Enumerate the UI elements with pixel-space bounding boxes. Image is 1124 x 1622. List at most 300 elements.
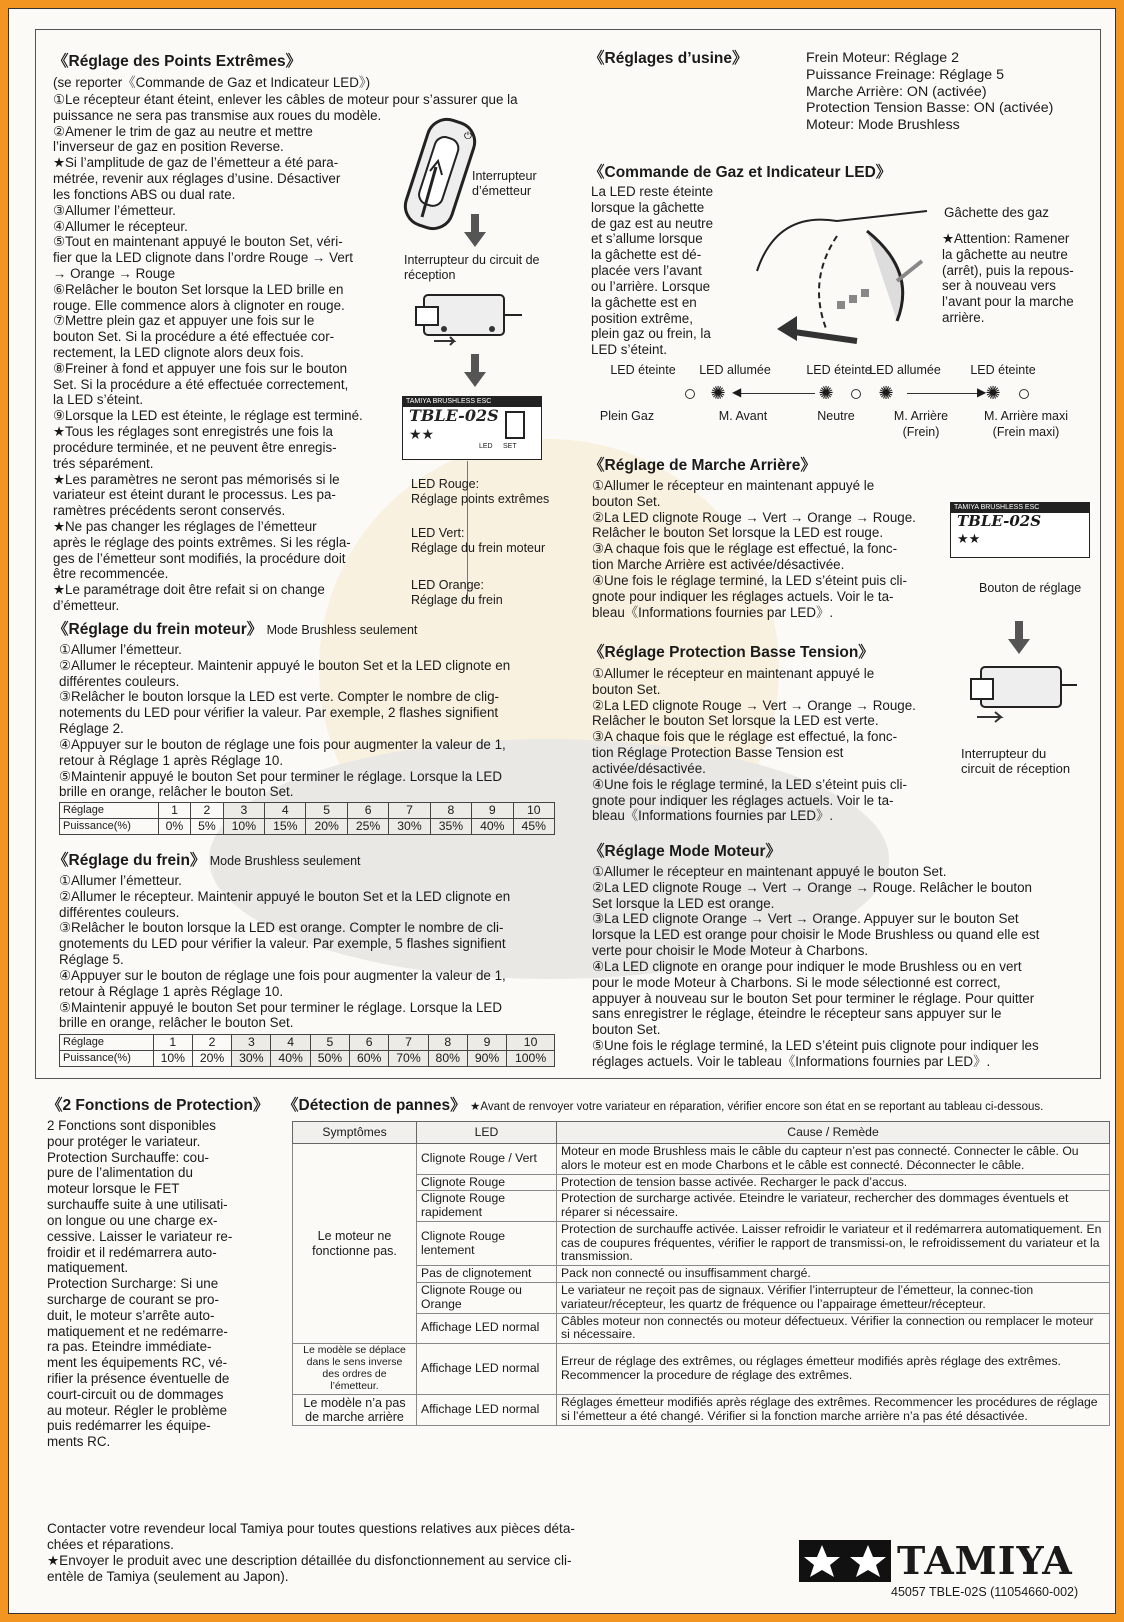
star-icon: ★★ xyxy=(957,530,981,546)
step-line: ★Si l’amplitude de gaz de l’émetteur a été para- xyxy=(53,155,339,171)
step-line: rectement, la LED clignote alors deux fois. xyxy=(53,345,304,360)
title-text: 《Réglage du frein moteur》 xyxy=(53,621,263,638)
symptom-cell: Le modèle n’a pas de marche arrière xyxy=(293,1394,417,1425)
protection-line: ment les équipements RC, vé- xyxy=(47,1355,228,1371)
step-line: lorsque la LED est orange pour choisir le Mode Brushless ou quand elle est xyxy=(592,927,1040,943)
param-row-header: Puissance(%) xyxy=(60,1051,154,1067)
column-header: Symptômes xyxy=(293,1122,417,1144)
led-cell: Pas de clignotement xyxy=(417,1266,557,1283)
factory-settings-list xyxy=(806,50,1053,134)
step-line: ⑥Relâcher le bouton Set lorsque la LED brille en xyxy=(53,281,344,297)
param-cell: 60% xyxy=(350,1051,389,1067)
step-line: procédure terminée, et ne peuvent être enregis- xyxy=(53,439,337,455)
brake-table xyxy=(59,1034,555,1067)
attention-line: ★Attention: Ramener xyxy=(942,231,1070,246)
protection-line: Protection Surchauffe: cou- xyxy=(47,1149,210,1165)
arrow-left-icon xyxy=(739,393,815,394)
receiver-switch-figure xyxy=(967,661,1077,737)
throttle-title: 《Commande de Gaz et Indicateur LED》 xyxy=(589,164,892,181)
param-row xyxy=(60,1035,555,1051)
step-line: notements du LED pour vérifier la valeur. Par exemple, 2 flashes signifient xyxy=(59,705,499,721)
throttle-position-label: M. Arrière maxi xyxy=(983,409,1069,423)
led-cell: Clignote Rouge ou Orange xyxy=(417,1283,557,1314)
throttle-position-sub: (Frein) xyxy=(902,425,940,439)
factory-setting-item: Protection Tension Basse: ON (activée) xyxy=(806,100,1054,117)
step-line: ③Relâcher le bouton lorsque la LED est orange. Compter le nombre de cli- xyxy=(59,920,504,936)
step-line: différentes couleurs. xyxy=(59,673,180,689)
param-cell: 7 xyxy=(389,803,430,819)
footer-line: entèle de Tamiya (seulement au Japon). xyxy=(47,1569,289,1585)
cause-cell: Protection de surchauffe activée. Laisser refroidir le variateur et il redémarrera automatiquement. En cas de coupures fréquentes, vérifier le rapport de transmissi-on, le refroidissement du variateur et la transmission. xyxy=(557,1221,1110,1265)
trouble-table xyxy=(292,1121,1110,1426)
dragbrake-table xyxy=(59,802,555,835)
throttle-attention xyxy=(942,231,1074,326)
receiver-switch-label xyxy=(404,253,540,283)
step-line: ③A chaque fois que le réglage est effectué, la fonc- xyxy=(592,729,898,745)
led-green-label xyxy=(411,526,545,556)
tamiya-logo xyxy=(799,1539,1073,1584)
set-button-icon xyxy=(505,411,525,439)
step-line: ②Allumer le récepteur. Maintenir appuyé le bouton Set et la LED clignote en xyxy=(59,888,511,904)
receiver-switch-icon xyxy=(414,289,524,349)
step-line: activée/désactivée. xyxy=(592,760,706,776)
product-code: 45057 TBLE-02S (11054660-002) xyxy=(891,1585,1079,1599)
receiver-switch-label xyxy=(961,746,1070,777)
step-line: tion Réglage Protection Basse Tension est xyxy=(592,745,844,761)
step-line: Set lorsque la LED est orange. xyxy=(592,895,775,911)
attention-line: ser à nouveau vers xyxy=(942,278,1056,294)
led-on-icon: ✺ xyxy=(878,383,894,403)
step-line: être recommencée. xyxy=(53,566,169,582)
param-cell: 80% xyxy=(428,1051,467,1067)
step-line: ②La LED clignote Rouge → Vert → Orange → Rouge. xyxy=(592,697,916,713)
motor-title: 《Réglage Mode Moteur》 xyxy=(589,843,782,860)
footer-line: Contacter votre revendeur local Tamiya pour toutes questions relatives aux pièces déta- xyxy=(47,1521,575,1536)
step-line: bleau《Informations fournies par LED》. xyxy=(592,808,834,824)
lowvolt-title: 《Réglage Protection Basse Tension》 xyxy=(589,644,874,661)
param-cell: 30% xyxy=(232,1051,271,1067)
step-line: les fonctions ABS ou dual rate. xyxy=(53,186,236,202)
param-cell: 15% xyxy=(265,819,306,835)
step-line: d’émetteur. xyxy=(53,598,120,613)
esc-brand: TAMIYA BRUSHLESS ESC xyxy=(951,503,1089,513)
step-line: ★Ne pas changer les réglages de l’émetteur xyxy=(53,518,317,534)
param-cell: 10 xyxy=(513,803,555,819)
led-cell: Clignote Rouge lentement xyxy=(417,1221,557,1265)
param-cell: 3 xyxy=(223,803,264,819)
step-line: bouton Set. xyxy=(592,681,661,697)
protection-line: ra pas. Eteindre immédiate- xyxy=(47,1339,212,1355)
step-line: Relâcher le bouton Set lorsque la LED est rouge. xyxy=(592,525,884,541)
step-line: ramètres précédents seront conservés. xyxy=(53,503,286,519)
param-cell: 3 xyxy=(232,1035,271,1051)
step-line: retour à Réglage 1 après Réglage 10. xyxy=(59,752,284,768)
arrowhead-icon: ◀ xyxy=(732,385,742,399)
step-line: bouton Set. xyxy=(592,1022,661,1038)
step-line: ⑤Une fois le réglage terminé, la LED s’éteint puis clignote pour indiquer les xyxy=(592,1037,1039,1053)
tamiya-stars-logo-icon xyxy=(799,1540,891,1582)
brake-title xyxy=(53,852,361,870)
throttle-body xyxy=(591,184,713,358)
footer-text xyxy=(47,1521,575,1585)
param-cell: 70% xyxy=(389,1051,428,1067)
label-line: Interrupteur du circuit de xyxy=(404,253,540,267)
body-line: et s’allume lorsque xyxy=(591,231,703,247)
attention-line: (arrêt), puis la repous- xyxy=(942,262,1074,278)
step-line: ③Allumer l’émetteur. xyxy=(53,202,176,218)
subtitle-text: Mode Brushless seulement xyxy=(266,623,418,637)
step-line: bouton Set. Si la procédure a été effectuée cor- xyxy=(53,329,335,345)
step-line: trés séparément. xyxy=(53,455,154,471)
step-line: verte pour choisir le Mode Moteur à Charbons. xyxy=(592,943,869,959)
protection-line: 2 Fonctions sont disponibles xyxy=(47,1118,216,1133)
arrow-down-icon xyxy=(1008,621,1030,661)
dragbrake-steps xyxy=(59,642,510,800)
step-line: ②Amener le trim de gaz au neutre et mettre xyxy=(53,123,313,139)
protection-line: au moteur. Régler le problème xyxy=(47,1402,228,1418)
step-line: gnotements du LED pour vérifier la valeur. Par exemple, 5 flashes signifient xyxy=(59,936,506,952)
param-cell: 5 xyxy=(310,1035,349,1051)
param-cell: 10% xyxy=(223,819,264,835)
step-line: métrée, revenir aux réglages d’usine. Désactiver xyxy=(53,171,341,187)
column-header: LED xyxy=(417,1122,557,1144)
param-cell: 40% xyxy=(271,1051,310,1067)
trouble-note: ★Avant de renvoyer votre variateur en réparation, vérifier encore son état en se reportant au tableau ci-dessous. xyxy=(470,1101,1044,1113)
step-line: ①Allumer le récepteur en maintenant appuyé le bouton Set. xyxy=(592,864,947,879)
label-line: LED Vert: xyxy=(411,526,465,540)
throttle-position-label: Plein Gaz xyxy=(599,409,655,423)
trouble-title: 《Détection de pannes》 xyxy=(283,1097,466,1114)
label-line: d’émetteur xyxy=(472,183,532,198)
label-line: Réglage du frein moteur xyxy=(411,540,546,555)
param-cell: 30% xyxy=(389,819,430,835)
throttle-position-sub: (Frein maxi) xyxy=(992,425,1060,439)
tamiya-wordmark: TAMIYA xyxy=(897,1538,1073,1583)
attention-line: arrière. xyxy=(942,310,985,326)
lowvolt-steps xyxy=(592,666,916,824)
step-line: ⑤Maintenir appuyé le bouton Set pour terminer le réglage. Lorsque la LED xyxy=(59,768,502,784)
factory-title: 《Réglages d’usine》 xyxy=(589,50,748,67)
step-line: tion Marche Arrière est activée/désactivée. xyxy=(592,557,845,573)
motor-steps xyxy=(592,864,1039,1070)
arrow-right-icon xyxy=(907,393,983,394)
label-line: LED Orange: xyxy=(411,578,484,592)
label-line: LED Rouge: xyxy=(411,477,480,491)
protection-line: Protection Surcharge: Si une xyxy=(47,1276,219,1292)
arrow-down-icon xyxy=(464,354,486,394)
title-text: 《Réglage du frein》 xyxy=(53,852,206,869)
label-line: Réglage points extrêmes xyxy=(411,491,550,506)
label-line: Réglage du frein xyxy=(411,592,503,607)
step-line: rouge. Elle commence alors à clignoter en rouge. xyxy=(53,297,345,313)
trigger-label: Gâchette des gaz xyxy=(944,205,1049,220)
receiver-switch-figure xyxy=(414,289,524,355)
step-line: ②Allumer le récepteur. Maintenir appuyé le bouton Set et la LED clignote en xyxy=(59,657,511,673)
throttle-position-label: M. Arrière xyxy=(893,409,949,423)
param-cell: 8 xyxy=(430,803,471,819)
step-line: brille en orange, relâcher le bouton Set. xyxy=(59,784,294,800)
param-row xyxy=(60,803,555,819)
brake-steps xyxy=(59,873,510,1031)
endpoint-note: (se reporter《Commande de Gaz et Indicateur LED》) xyxy=(53,75,371,90)
param-cell: 7 xyxy=(389,1035,428,1051)
factory-setting-item: Marche Arrière: ON (activée) xyxy=(806,83,987,100)
arrow-down-icon xyxy=(464,214,486,254)
step-line: → Orange → Rouge xyxy=(53,265,176,281)
step-line: réglages actuels. Voir le tableau《Informations fournies par LED》. xyxy=(592,1053,991,1069)
protection-title: 《2 Fonctions de Protection》 xyxy=(47,1097,269,1114)
param-cell: 2 xyxy=(192,1035,231,1051)
param-cell: 100% xyxy=(507,1051,555,1067)
step-line: gnote pour indiquer les réglages actuels. Voir le ta- xyxy=(592,588,894,604)
step-line: l’inverseur de gaz en position Reverse. xyxy=(53,139,284,155)
protection-text xyxy=(47,1118,269,1450)
led-red-label xyxy=(411,477,549,507)
step-line: gnote pour indiquer les réglages actuels. Voir le ta- xyxy=(592,792,894,808)
protection-line: cessive. Laisser le variateur re- xyxy=(47,1228,233,1244)
step-line: ①Le récepteur étant éteint, enlever les câbles de moteur pour s’assurer que la xyxy=(53,92,518,107)
protection-line: matiquement. xyxy=(47,1260,129,1276)
table-header-row xyxy=(293,1122,1110,1144)
param-cell: 5 xyxy=(306,803,347,819)
svg-text:⏻: ⏻ xyxy=(464,131,472,142)
param-cell: 2 xyxy=(191,803,223,819)
step-line: ①Allumer l’émetteur. xyxy=(59,873,182,888)
step-line: ④La LED clignote en orange pour indiquer le mode Brushless ou en vert xyxy=(592,958,1022,974)
step-line: Réglage 2. xyxy=(59,721,124,737)
step-line: ④Allumer le récepteur. xyxy=(53,218,188,234)
step-line: ④Appuyer sur le bouton de réglage une fois pour augmenter la valeur de 1, xyxy=(59,967,506,983)
param-cell: 6 xyxy=(350,1035,389,1051)
step-line: ★Les paramètres ne seront pas mémorisés si le xyxy=(53,471,340,487)
step-line: brille en orange, relâcher le bouton Set. xyxy=(59,1015,294,1031)
step-line: Relâcher le bouton Set lorsque la LED est verte. xyxy=(592,713,879,729)
attention-line: l’avant pour la marche xyxy=(942,294,1074,310)
param-cell: 5% xyxy=(191,819,223,835)
body-line: placée vers l’avant xyxy=(591,263,702,279)
dragbrake-title xyxy=(53,621,417,639)
step-line: ges de l’émetteur sont modifiés, la procédure doit xyxy=(53,550,346,566)
protection-line: puis redémarrer les équipe- xyxy=(47,1418,211,1434)
led-on-icon: ✺ xyxy=(818,383,834,403)
param-cell: 25% xyxy=(347,819,388,835)
led-cell: Affichage LED normal xyxy=(417,1313,557,1344)
param-cell: 1 xyxy=(153,1035,192,1051)
led-state-label: LED éteinte xyxy=(806,363,872,377)
body-line: LED s’éteint. xyxy=(591,342,667,358)
body-line: de gaz est au neutre xyxy=(591,215,714,231)
step-line: après le réglage des points extrêmes. Si les régla- xyxy=(53,534,351,550)
led-state-label: LED allumée xyxy=(869,363,941,377)
led-state-label: LED éteinte xyxy=(970,363,1036,377)
cause-cell: Protection de tension basse activée. Recharger le pack d’accus. xyxy=(557,1174,1110,1191)
label-line: réception xyxy=(404,267,456,282)
body-line: la gâchette est en xyxy=(591,294,697,310)
esc-brand: TAMIYA BRUSHLESS ESC xyxy=(403,397,541,407)
param-cell: 50% xyxy=(310,1051,349,1067)
factory-setting-item: Puissance Freinage: Réglage 5 xyxy=(806,66,1004,83)
esc-model: TBLE-02S xyxy=(409,406,499,426)
step-line: Réglage 5. xyxy=(59,952,124,968)
endpoint-title: 《Réglage des Points Extrêmes》 xyxy=(53,53,302,70)
protection-line: surchauffe suite à une utilisati- xyxy=(47,1197,228,1213)
param-cell: 4 xyxy=(265,803,306,819)
step-line: ⑤Maintenir appuyé le bouton Set pour terminer le réglage. Lorsque la LED xyxy=(59,999,502,1015)
param-cell: 6 xyxy=(347,803,388,819)
param-cell: 10% xyxy=(153,1051,192,1067)
cause-cell: Protection de surcharge activée. Eteindre le variateur, rechercher des dommages éventuels et réparer si nécessaire. xyxy=(557,1191,1110,1222)
step-line: variateur est éteint durant le processus. Les pa- xyxy=(53,487,336,503)
led-cell: Clignote Rouge xyxy=(417,1174,557,1191)
step-line: ★Tous les réglages sont enregistrés une fois la xyxy=(53,424,333,440)
footer-line: ★Envoyer le produit avec une description détaillée du disfonctionnement au service cli- xyxy=(47,1553,572,1569)
step-line: ①Allumer le récepteur en maintenant appuyé le xyxy=(592,666,875,681)
protection-line: surcharge de courant se pro- xyxy=(47,1291,219,1307)
led-off-icon xyxy=(1019,389,1029,399)
param-cell: 35% xyxy=(430,819,471,835)
led-orange-label xyxy=(411,578,503,608)
protection-line: moteur lorsque le FET xyxy=(47,1181,180,1197)
step-line: ③A chaque fois que le réglage est effectué, la fonc- xyxy=(592,541,898,557)
led-on-icon: ✺ xyxy=(710,383,726,403)
esc-led-label: LED xyxy=(479,443,493,450)
protection-line: court-circuit ou de dommages xyxy=(47,1386,224,1402)
step-line: ★Le paramétrage doit être refait si on change xyxy=(53,582,325,598)
step-line: ①Allumer le récepteur en maintenant appuyé le xyxy=(592,478,875,493)
trigger-hand-icon xyxy=(747,191,937,351)
table-row xyxy=(293,1394,1110,1425)
protection-line: rifier la présence éventuelle de xyxy=(47,1371,230,1386)
param-row xyxy=(60,819,555,835)
receiver-switch-icon xyxy=(967,661,1077,731)
param-cell: 45% xyxy=(513,819,555,835)
cause-cell: Réglages émetteur modifiés après réglage des extrêmes. Recommencer les procédures de réglage si l’émetteur a été changé. Vérifier si la fonction marche arrière n’a pas été désactivée. xyxy=(557,1394,1110,1425)
param-cell: 1 xyxy=(158,803,190,819)
step-line: ④Appuyer sur le bouton de réglage une fois pour augmenter la valeur de 1, xyxy=(59,736,506,752)
protection-line: ments RC. xyxy=(47,1434,111,1450)
body-line: position extrême, xyxy=(591,310,693,326)
param-cell: 90% xyxy=(467,1051,506,1067)
led-on-icon: ✺ xyxy=(985,383,1001,403)
param-cell: 9 xyxy=(472,803,513,819)
step-line: sans enregistrer le réglage, éteindre le récepteur sans appuyer sur le xyxy=(592,1006,1002,1022)
label-line: Interrupteur du xyxy=(961,746,1047,761)
trouble-heading xyxy=(283,1097,1043,1116)
transmitter-switch-label xyxy=(472,169,537,199)
step-line: ⑧Freiner à fond et appuyer une fois sur le bouton xyxy=(53,360,348,376)
star-icon: ★★ xyxy=(409,426,435,443)
body-line: ou l’arrière. Lorsque xyxy=(591,278,711,294)
step-line: ④Une fois le réglage terminé, la LED s’éteint puis cli- xyxy=(592,776,907,792)
step-line: retour à Réglage 1 après Réglage 10. xyxy=(59,983,284,999)
step-line: ⑨Lorsque la LED est éteinte, le réglage est terminé. xyxy=(53,408,363,424)
step-line: ②La LED clignote Rouge → Vert → Orange → Rouge. xyxy=(592,509,916,525)
led-cell: Affichage LED normal xyxy=(417,1394,557,1425)
table-row xyxy=(293,1344,1110,1394)
led-off-icon xyxy=(851,389,861,399)
param-cell: 40% xyxy=(472,819,513,835)
throttle-trigger-figure xyxy=(747,191,937,357)
body-line: La LED reste éteinte xyxy=(591,184,714,199)
esc-label-figure xyxy=(402,396,542,460)
protection-line: on longue ou une charge ex- xyxy=(47,1212,218,1228)
step-line: bleau《Informations fournies par LED》. xyxy=(592,604,834,620)
arrowhead-icon: ▶ xyxy=(977,385,987,399)
throttle-position-label: Neutre xyxy=(817,409,855,423)
reverse-title: 《Réglage de Marche Arrière》 xyxy=(589,457,816,474)
esc-set-label: SET xyxy=(503,443,517,450)
step-line: ②La LED clignote Rouge → Vert → Orange → Rouge. Relâcher le bouton xyxy=(592,879,1033,895)
param-cell: 8 xyxy=(428,1035,467,1051)
led-cell: Clignote Rouge / Vert xyxy=(417,1144,557,1175)
step-line: différentes couleurs. xyxy=(59,904,180,920)
param-row-header: Puissance(%) xyxy=(60,819,159,835)
param-cell: 4 xyxy=(271,1035,310,1051)
attention-line: la gâchette au neutre xyxy=(942,246,1068,262)
step-line: appuyer à nouveau sur le bouton Set pour terminer le réglage. Pour quitter xyxy=(592,990,1035,1006)
step-line: ①Allumer l’émetteur. xyxy=(59,642,182,657)
step-line: ④Une fois le réglage terminé, la LED s’éteint puis cli- xyxy=(592,572,907,588)
param-cell: 20% xyxy=(192,1051,231,1067)
step-line: bouton Set. xyxy=(592,493,661,509)
step-line: ⑦Mettre plein gaz et appuyer une fois sur le xyxy=(53,313,315,329)
step-line: ⑤Tout en maintenant appuyé le bouton Set, véri- xyxy=(53,234,343,250)
protection-line: pour protéger le variateur. xyxy=(47,1133,201,1149)
protection-line: matiquement et ne redémarre- xyxy=(47,1323,228,1339)
body-line: plein gaz ou frein, la xyxy=(591,326,711,342)
protection-line: duit, le moteur s’arrête auto- xyxy=(47,1307,215,1323)
esc-model: TBLE-02S xyxy=(957,512,1042,531)
protection-line: froidir et il redémarrera auto- xyxy=(47,1244,217,1260)
cause-cell: Le variateur ne reçoit pas de signaux. Vérifier l’interrupteur de l’émetteur, la connec-tion variateur/récepteur, les quartz de fréquence ou l’appairage émetteur/récepteur. xyxy=(557,1283,1110,1314)
footer-line: chées et réparations. xyxy=(47,1537,174,1553)
body-line: lorsque la gâchette xyxy=(591,199,705,215)
factory-setting-item: Frein Moteur: Réglage 2 xyxy=(806,50,959,66)
cause-cell: Erreur de réglage des extrêmes, ou réglages émetteur modifiés après réglage des extrêmes. Recommencer la procedure de réglage des extrêmes. xyxy=(557,1344,1110,1394)
led-off-icon xyxy=(685,389,695,399)
symptom-cell: Le modèle se déplace dans le sens inverse des ordres de l’émetteur. xyxy=(293,1344,417,1394)
set-button-label: Bouton de réglage xyxy=(979,581,1082,595)
step-line: ③La LED clignote Orange → Vert → Orange. Appuyer sur le bouton Set xyxy=(592,911,1019,927)
led-cell: Clignote Rouge rapidement xyxy=(417,1191,557,1222)
step-line: ③Relâcher le bouton lorsque la LED est verte. Compter le nombre de clig- xyxy=(59,689,499,705)
protection-line: pure de l’alimentation du xyxy=(47,1165,193,1181)
param-cell: 10 xyxy=(507,1035,555,1051)
step-line: fier que la LED clignote dans l’ordre Rouge → Vert xyxy=(53,250,353,266)
subtitle-text: Mode Brushless seulement xyxy=(209,854,361,868)
cause-cell: Moteur en mode Brushless mais le câble du capteur n’est pas connecté. Connecter le câble. Ou alors le moteur est en mode Charbons et le câble est connecté. Déconnecter le câble. xyxy=(557,1144,1110,1175)
reverse-steps xyxy=(592,478,916,620)
param-row-header: Réglage xyxy=(60,803,159,819)
column-header: Cause / Remède xyxy=(557,1122,1110,1144)
param-row-header: Réglage xyxy=(60,1035,154,1051)
led-cell: Affichage LED normal xyxy=(417,1344,557,1394)
param-row xyxy=(60,1051,555,1067)
esc-label-figure xyxy=(950,502,1090,558)
param-cell: 9 xyxy=(467,1035,506,1051)
step-line: pour le mode Moteur à Charbons. Si le mode sélectionné est correct, xyxy=(592,974,1001,990)
step-line: puissance ne sera pas transmise aux roues du modèle. xyxy=(53,107,382,123)
label-line: circuit de réception xyxy=(961,761,1071,777)
param-cell: 20% xyxy=(306,819,347,835)
led-state-label: LED éteinte xyxy=(610,363,676,377)
led-state-label: LED allumée xyxy=(699,363,771,377)
throttle-position-label: M. Avant xyxy=(718,409,768,423)
cause-cell: Pack non connecté ou insuffisamment chargé. xyxy=(557,1266,1110,1283)
param-cell: 0% xyxy=(158,819,190,835)
table-row xyxy=(293,1144,1110,1175)
manual-page xyxy=(8,8,1116,1614)
